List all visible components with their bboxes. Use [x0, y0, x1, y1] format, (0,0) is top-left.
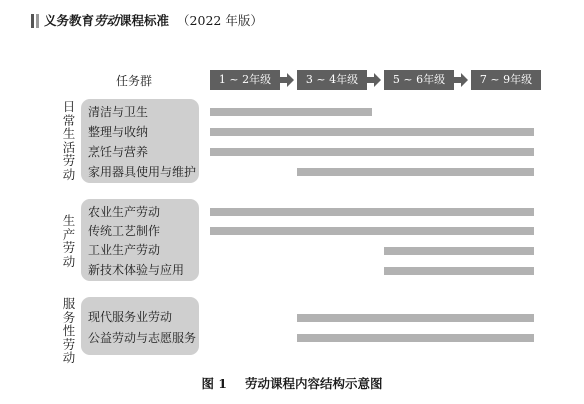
grade-box-2: 3 ~ 4年级 — [297, 70, 367, 90]
grade-box-3: 5 ~ 6年级 — [384, 70, 454, 90]
header-accent-bar-dark — [31, 14, 34, 28]
page-header-title — [44, 11, 263, 31]
task-item-label: 农业生产劳动 — [88, 205, 161, 219]
header-title-part2: 课程标准 — [119, 13, 170, 28]
task-item-label: 公益劳动与志愿服务 — [88, 331, 197, 345]
task-item-label: 现代服务业劳动 — [88, 310, 173, 324]
category-char: 活 — [62, 139, 76, 155]
task-item-label: 传统工艺制作 — [88, 224, 161, 238]
grade-span-bar — [384, 267, 534, 275]
grade-box-4: 7 ~ 9年级 — [471, 70, 541, 90]
category-char: 动 — [62, 350, 76, 365]
category-char: 性 — [62, 323, 76, 338]
category-char: 生 — [62, 126, 76, 141]
category-char: 动 — [62, 166, 76, 182]
category-char: 服 — [62, 296, 76, 311]
category-char: 日 — [62, 99, 76, 114]
task-item-label: 清洁与卫生 — [88, 105, 149, 119]
grade-span-bar — [210, 108, 372, 116]
category-char: 常 — [62, 112, 76, 128]
grade-span-bar — [297, 168, 534, 176]
category-box-service — [81, 297, 199, 355]
task-group-heading: 任务群 — [116, 74, 153, 88]
header-year: （2022 年版） — [177, 13, 263, 28]
task-item-label: 新技术体验与应用 — [88, 263, 185, 277]
grade-span-bar — [210, 128, 534, 136]
category-label-production — [60, 214, 78, 268]
header-accent-bar-light — [36, 14, 39, 28]
header-title-italic: 劳动 — [94, 13, 120, 28]
category-char: 动 — [62, 253, 76, 269]
task-item-label: 家用器具使用与维护 — [88, 165, 197, 179]
header-title-part1: 义务教育 — [44, 13, 95, 28]
category-char: 劳 — [62, 240, 76, 255]
category-label-daily-life — [60, 100, 78, 181]
category-label-service — [60, 297, 78, 365]
arrow-right-icon — [454, 73, 468, 87]
category-char: 生 — [62, 213, 76, 228]
category-char: 劳 — [62, 336, 76, 352]
category-char: 产 — [62, 226, 76, 242]
grade-span-bar — [210, 148, 534, 156]
figure-number: 图 1 — [201, 376, 228, 391]
task-item-label: 整理与收纳 — [88, 125, 149, 139]
grade-span-bar — [210, 227, 534, 235]
grade-span-bar — [210, 208, 534, 216]
task-item-label: 工业生产劳动 — [88, 243, 161, 257]
category-char: 务 — [62, 309, 76, 325]
grade-span-bar — [297, 314, 534, 322]
arrow-right-icon — [367, 73, 381, 87]
category-char: 劳 — [62, 153, 76, 168]
task-item-label: 烹饪与营养 — [88, 145, 149, 159]
grade-span-bar — [297, 334, 534, 342]
grade-span-bar — [384, 247, 534, 255]
figure-caption — [0, 374, 584, 392]
grade-box-1: 1 ~ 2年级 — [210, 70, 280, 90]
figure-title: 劳动课程内容结构示意图 — [245, 376, 383, 391]
arrow-right-icon — [280, 73, 294, 87]
